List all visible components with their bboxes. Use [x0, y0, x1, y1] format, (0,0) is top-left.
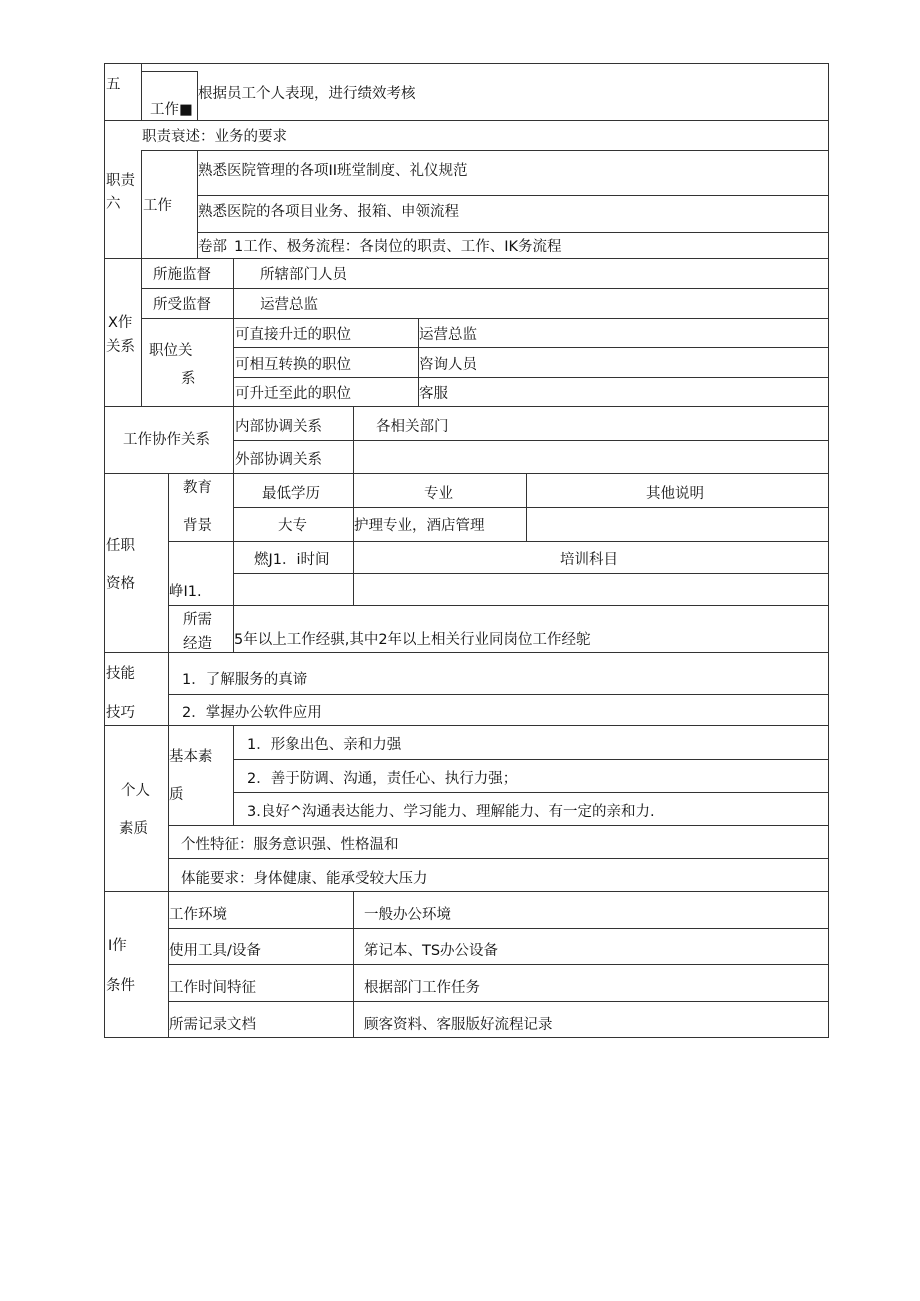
qualification-title: 资格: [106, 576, 135, 592]
column-header-other: 其他说明: [646, 486, 704, 502]
quality-item: 3.良好^沟通表达能力、学习能力、理解能力、有一定的亲和力.: [247, 804, 655, 820]
skills-title: 技巧: [106, 705, 135, 721]
position-relation-label: 系: [181, 371, 196, 387]
border-line: [104, 120, 829, 121]
border-line: [233, 759, 829, 760]
border-line: [104, 63, 105, 1038]
border-line: [233, 507, 829, 508]
personality-text: 个性特征：服务意识强、性格温和: [181, 837, 399, 853]
border-line: [168, 825, 829, 826]
skill-item: 2．掌握办公软件应用: [182, 705, 322, 721]
border-line: [104, 1037, 829, 1038]
physical-text: 体能要求：身体健康、能承受较大压力: [181, 871, 428, 887]
border-line: [526, 473, 527, 541]
conditions-title: I作: [108, 938, 127, 954]
border-line: [233, 347, 829, 348]
promote-value: 运营总监: [419, 327, 477, 343]
border-line: [233, 573, 829, 574]
time-value: 根据部门工作任务: [364, 980, 480, 996]
border-line: [233, 258, 234, 406]
border-line: [353, 891, 354, 1037]
section6-dept-label: 卷部: [198, 239, 227, 255]
border-line: [104, 473, 829, 474]
basic-quality-label: 基本素: [169, 749, 213, 765]
border-line: [141, 71, 197, 72]
degree-value: 大专: [278, 518, 307, 534]
border-line: [353, 473, 354, 605]
border-line: [141, 63, 142, 120]
border-line: [141, 258, 142, 406]
border-line: [104, 63, 829, 64]
relations-title: 关系: [106, 339, 135, 355]
experience-value: 5年以上工作经骐,其中2年以上相关行业同岗位工作经鸵: [234, 632, 591, 648]
section5-content: 根据员工个人表现，进行绩效考核: [198, 86, 416, 102]
quality-title: 个人: [121, 783, 150, 799]
quality-item: 1．形象出色、亲和力强: [247, 737, 402, 753]
border-line: [233, 725, 234, 825]
border-line: [141, 318, 829, 319]
border-line: [168, 928, 829, 929]
border-line: [104, 258, 829, 259]
tools-value: 笫记本、TS办公设备: [364, 943, 499, 959]
training-time-header: 燃J1．i时间: [254, 552, 330, 568]
training-label: 峥I1.: [169, 584, 202, 600]
border-line: [141, 150, 142, 258]
border-line: [104, 406, 829, 407]
conditions-title: 条件: [106, 978, 135, 994]
experience-label: 经造: [183, 636, 212, 652]
border-line: [233, 377, 829, 378]
section6-title: 六: [106, 196, 121, 212]
border-line: [233, 473, 234, 652]
border-line: [141, 288, 829, 289]
section6-item: 熟悉医院管理的各项II班堂制度、礼仪规范: [198, 163, 468, 179]
section5-label: 工作■: [150, 102, 193, 118]
section6-description: 职责衰述：业务的要求: [142, 129, 287, 145]
qualification-title: 任职: [106, 538, 135, 554]
border-line: [168, 694, 829, 695]
column-header-major: 专业: [424, 486, 453, 502]
major-value: 护理专业，酒店管理: [354, 518, 485, 534]
education-label: 背景: [183, 518, 212, 534]
section6-item: 熟悉医院的各项目业务、报箱、申领流程: [198, 204, 459, 220]
border-line: [104, 652, 829, 653]
border-line: [197, 232, 829, 233]
cooperation-title: 工作协作关系: [123, 432, 210, 448]
transfer-value: 咨询人员: [419, 357, 477, 373]
supervised-value: 运营总监: [260, 297, 318, 313]
border-line: [168, 652, 169, 725]
section5-number: 五: [106, 77, 121, 93]
training-subject-header: 培训科目: [560, 552, 618, 568]
border-line: [168, 858, 829, 859]
column-header-degree: 最低学历: [262, 486, 320, 502]
internal-label: 内部协调关系: [235, 419, 322, 435]
promote-label: 可直接升迁的职位: [235, 327, 351, 343]
from-label: 可升迁至此的职位: [235, 386, 351, 402]
basic-quality-label: 质: [169, 787, 184, 803]
relations-title: X作: [108, 315, 133, 331]
supervised-label: 所受监督: [153, 297, 211, 313]
border-line: [233, 792, 829, 793]
time-label: 工作时间特征: [169, 980, 256, 996]
border-line: [353, 406, 354, 473]
border-line: [104, 725, 829, 726]
quality-title: 素质: [119, 821, 148, 837]
section6-item: 1工作、极务流程：各岗位的职责、工作、IK务流程: [234, 239, 562, 255]
internal-value: 各相关部门: [376, 419, 449, 435]
external-label: 外部协调关系: [235, 452, 322, 468]
experience-label: 所需: [183, 612, 212, 628]
education-label: 教育: [183, 480, 212, 496]
border-line: [168, 1001, 829, 1002]
border-line: [828, 63, 829, 1038]
env-value: 一般办公环境: [364, 907, 451, 923]
docs-value: 顾客资料、客服版好流程记录: [364, 1017, 553, 1033]
border-line: [233, 406, 234, 473]
tools-label: 使用工具/设备: [169, 943, 261, 959]
section6-work-label: 工作: [143, 198, 172, 214]
docs-label: 所需记录文档: [169, 1017, 256, 1033]
border-line: [141, 150, 829, 151]
position-relation-label: 职位关: [149, 343, 193, 359]
skills-title: 技能: [106, 666, 135, 682]
quality-item: 2．善于防调、沟通，责任心、执行力强；: [247, 771, 518, 787]
transfer-label: 可相互转换的职位: [235, 357, 351, 373]
border-line: [168, 473, 169, 652]
border-line: [168, 964, 829, 965]
border-line: [168, 605, 829, 606]
env-label: 工作环境: [169, 907, 227, 923]
section6-title: 职责: [106, 173, 135, 189]
border-line: [168, 541, 829, 542]
supervise-value: 所辖部门人员: [260, 267, 347, 283]
border-line: [233, 440, 829, 441]
supervise-label: 所施监督: [153, 267, 211, 283]
border-line: [197, 195, 829, 196]
from-value: 客服: [419, 386, 448, 402]
border-line: [104, 891, 829, 892]
skill-item: 1．了解服务的真谛: [182, 672, 308, 688]
